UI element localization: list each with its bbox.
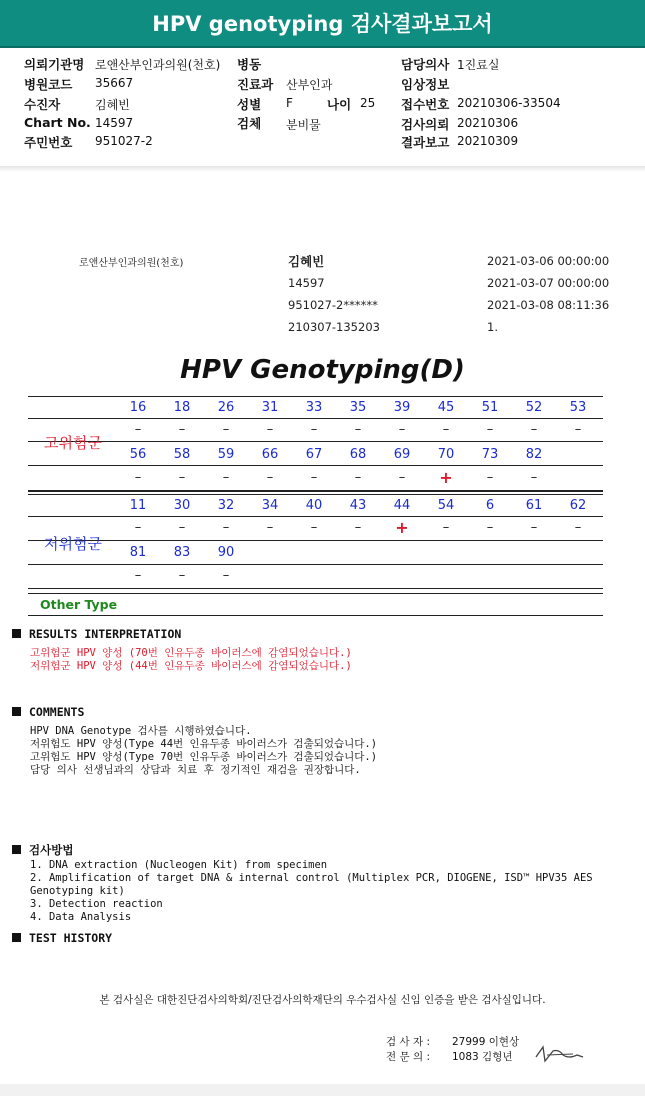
genotype-result: + (439, 468, 453, 487)
square-bullet-icon (12, 707, 21, 716)
clinic-name: 로앤산부인과의원(천호) (79, 258, 184, 269)
result-line: 고위험군 HPV 양성 (70번 인유두종 바이러스에 감염되었습니다.) (30, 647, 352, 659)
comment-line: 고위험도 HPV 양성(Type 70번 인유두종 바이러스가 검출되었습니다.) (30, 751, 378, 763)
genotype-number: 58 (173, 447, 191, 462)
info-value: 14597 (95, 116, 134, 130)
date-reported: 2021-03-08 08:11:36 (487, 298, 610, 312)
genotype-number: 45 (437, 400, 455, 415)
method-heading: 검사방법 (12, 842, 73, 858)
genotype-result: – (178, 568, 186, 583)
genotype-result: – (266, 520, 274, 535)
genotype-result: – (222, 520, 230, 535)
info-value: 1진료실 (457, 58, 500, 72)
genotype-number: 44 (393, 498, 411, 513)
genotype-number: 53 (569, 400, 587, 415)
genotype-result: – (574, 520, 582, 535)
square-bullet-icon (12, 845, 21, 854)
genotype-number: 69 (393, 447, 411, 462)
genotype-result: – (530, 470, 538, 485)
info-value: 25 (360, 96, 376, 110)
comment-line: 저위험도 HPV 양성(Type 44번 인유두종 바이러스가 검출되었습니다.) (30, 738, 378, 750)
table-bottom-line (28, 615, 603, 616)
info-label: 담당의사 (401, 57, 450, 72)
genotype-number: 66 (261, 447, 279, 462)
date-received: 2021-03-07 00:00:00 (487, 276, 610, 290)
genotype-number: 33 (305, 400, 323, 415)
comment-line: 담당 의사 선생님과의 상담과 치료 후 정기적인 재검을 권장합니다. (30, 764, 361, 776)
tester-label: 검 사 자 : (386, 1036, 430, 1048)
genotype-result: – (178, 422, 186, 437)
genotype-result: – (222, 422, 230, 437)
genotype-result: – (310, 422, 318, 437)
report-title: HPV genotyping 검사결과보고서 (152, 12, 493, 36)
genotype-result: – (178, 470, 186, 485)
genotype-number: 16 (129, 400, 147, 415)
certification-text: 본 검사실은 대한진단검사의학회/진단검사의학재단의 우수검사실 신임 인증을 받은 검사실입니다. (99, 994, 546, 1006)
comments-heading: COMMENTS (12, 705, 84, 719)
genotype-number: 26 (217, 400, 235, 415)
info-label: 성별 (237, 97, 262, 112)
genotype-number: 6 (485, 498, 495, 513)
genotype-number: 40 (305, 498, 323, 513)
genotype-number: 82 (525, 447, 543, 462)
sample-code: 210307-135203 (288, 320, 380, 334)
genotype-result: – (354, 520, 362, 535)
genotype-number: 62 (569, 498, 587, 513)
patient-name: 김혜빈 (288, 254, 325, 269)
info-value: 20210309 (457, 134, 519, 148)
divider (0, 166, 645, 172)
method-line: 2. Amplification of target DNA & internal control (Multiplex PCR, DIOGENE, ISD™ HPV35 AES (30, 872, 593, 884)
genotype-result: – (266, 422, 274, 437)
genotype-result: – (398, 422, 406, 437)
info-value: 김혜빈 (95, 98, 130, 112)
table-line (28, 593, 603, 594)
page-footer (0, 1084, 645, 1096)
info-label: 진료과 (237, 77, 274, 92)
genotype-result: – (530, 520, 538, 535)
table-line (28, 494, 603, 495)
genotype-number: 73 (481, 447, 499, 462)
method-line: 1. DNA extraction (Nucleogen Kit) from specimen (30, 859, 328, 871)
info-value: F (286, 96, 293, 110)
info-label: 검체 (237, 116, 262, 131)
genotype-number: 81 (129, 545, 147, 560)
info-label: 주민번호 (24, 135, 73, 150)
table-line (28, 465, 603, 466)
result-line: 저위험군 HPV 양성 (44번 인유두종 바이러스에 감염되었습니다.) (30, 660, 352, 672)
info-label: 검사의뢰 (401, 117, 450, 132)
genotype-result: – (310, 520, 318, 535)
genotype-number: 90 (217, 545, 235, 560)
other-type-label: Other Type (40, 597, 118, 612)
genotype-result: – (134, 422, 142, 437)
genotype-result: – (442, 520, 450, 535)
method-line: 3. Detection reaction (30, 898, 163, 910)
genotype-result: – (354, 422, 362, 437)
info-label: 병동 (237, 57, 262, 72)
genotype-result: – (354, 470, 362, 485)
genotype-number: 32 (217, 498, 235, 513)
method-line: 4. Data Analysis (30, 911, 132, 923)
info-value: 로앤산부인과의원(천호) (95, 58, 221, 72)
high-risk-label: 고위험군 (44, 434, 102, 452)
table-line (28, 396, 603, 397)
info-label: Chart No. (24, 115, 91, 130)
genotype-number: 61 (525, 498, 543, 513)
info-value: 산부인과 (286, 78, 333, 92)
date-collected: 2021-03-06 00:00:00 (487, 254, 610, 268)
history-heading: TEST HISTORY (12, 931, 112, 945)
genotyping-title: HPV Genotyping(D) (180, 355, 465, 385)
chart-number: 14597 (288, 276, 325, 290)
info-label: 임상정보 (401, 77, 450, 92)
genotype-number: 56 (129, 447, 147, 462)
info-value: 35667 (95, 76, 134, 90)
info-value: 분비물 (286, 118, 321, 132)
genotype-number: 54 (437, 498, 455, 513)
genotype-number: 43 (349, 498, 367, 513)
genotype-number: 30 (173, 498, 191, 513)
genotype-result: – (530, 422, 538, 437)
info-value: 20210306-33504 (457, 96, 561, 110)
expert-label: 전 문 의 : (386, 1051, 430, 1063)
genotype-result: – (266, 470, 274, 485)
genotype-result: – (442, 422, 450, 437)
genotype-result: – (134, 568, 142, 583)
genotype-result: – (134, 470, 142, 485)
expert-value: 1083 김형년 (452, 1051, 513, 1063)
genotype-number: 67 (305, 447, 323, 462)
info-value: 951027-2 (95, 134, 153, 148)
signature-scribble-icon (533, 1043, 585, 1065)
table-line (28, 418, 603, 419)
info-label: 병원코드 (24, 77, 73, 92)
resident-id: 951027-2****** (288, 298, 378, 312)
genotype-number: 39 (393, 400, 411, 415)
info-label: 결과보고 (401, 135, 450, 150)
genotype-number: 34 (261, 498, 279, 513)
genotype-result: – (310, 470, 318, 485)
genotype-result: – (574, 422, 582, 437)
info-value: 20210306 (457, 116, 519, 130)
table-line (28, 564, 603, 565)
genotype-number: 59 (217, 447, 235, 462)
tester-value: 27999 이현상 (452, 1036, 520, 1048)
table-line (28, 588, 603, 589)
genotype-result: + (395, 518, 409, 537)
genotype-result: – (486, 520, 494, 535)
genotype-result: – (486, 470, 494, 485)
patient-info (0, 48, 645, 166)
report-header (0, 0, 645, 48)
low-risk-label: 저위험군 (44, 535, 102, 553)
square-bullet-icon (12, 933, 21, 942)
info-label: 수진자 (24, 97, 61, 112)
table-line (28, 540, 603, 541)
genotype-number: 70 (437, 447, 455, 462)
table-line (28, 441, 603, 442)
genotype-result: – (222, 470, 230, 485)
genotype-number: 68 (349, 447, 367, 462)
square-bullet-icon (12, 629, 21, 638)
genotype-number: 31 (261, 400, 279, 415)
genotype-number: 52 (525, 400, 543, 415)
method-line: Genotyping kit) (30, 885, 125, 897)
sequence-number: 1. (487, 320, 498, 334)
genotype-result: – (222, 568, 230, 583)
info-label: 의뢰기관명 (24, 57, 85, 72)
comment-line: HPV DNA Genotype 검사를 시행하였습니다. (30, 725, 252, 737)
table-line (28, 490, 603, 492)
genotype-result: – (178, 520, 186, 535)
genotype-result: – (134, 520, 142, 535)
genotype-result: – (486, 422, 494, 437)
genotype-number: 83 (173, 545, 191, 560)
results-heading: RESULTS INTERPRETATION (12, 627, 181, 641)
genotype-result: – (398, 470, 406, 485)
info-label: 나이 (327, 97, 352, 112)
genotype-number: 11 (129, 498, 147, 513)
genotype-number: 18 (173, 400, 191, 415)
genotype-number: 51 (481, 400, 499, 415)
info-label: 접수번호 (401, 97, 450, 112)
genotype-number: 35 (349, 400, 367, 415)
table-line (28, 516, 603, 517)
